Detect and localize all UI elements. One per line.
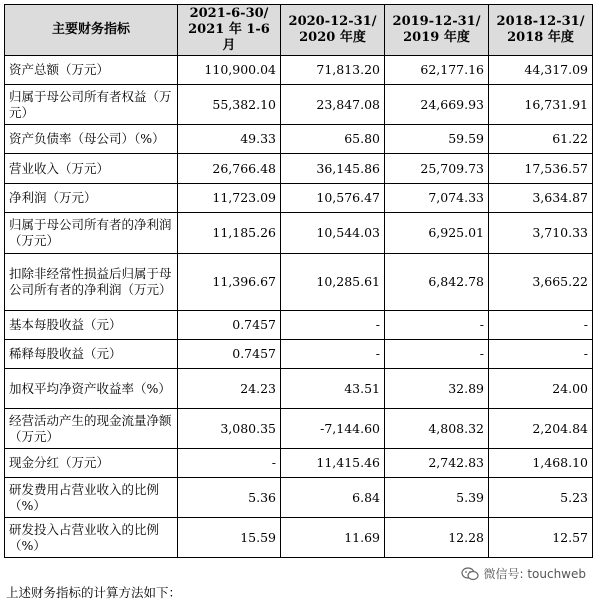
row-label: 基本每股收益（元）	[5, 311, 178, 340]
cell-value: 25,709.73	[385, 154, 489, 184]
cell-value: -	[178, 449, 281, 478]
cell-value: 11,185.26	[178, 213, 281, 254]
cell-value: 26,766.48	[178, 154, 281, 184]
header-line2: 2020 年度	[299, 30, 366, 45]
header-row	[5, 5, 593, 56]
cell-value: 6.84	[281, 478, 385, 518]
header-line1: 主要财务指标	[51, 22, 130, 37]
cell-value: 0.7457	[178, 340, 281, 369]
table-header	[5, 5, 593, 56]
header-line2: 2021 年 1-6 月	[188, 22, 270, 53]
financial-indicators-table	[4, 4, 593, 558]
cell-value: 11,723.09	[178, 184, 281, 213]
cell-value: 12.57	[489, 518, 593, 558]
row-label: 扣除非经常性损益后归属于母公司所有者的净利润（万元）	[5, 254, 178, 311]
header-period-1	[178, 5, 281, 56]
cell-value: 2,742.83	[385, 449, 489, 478]
row-label: 经营活动产生的现金流量净额（万元）	[5, 409, 178, 449]
cell-value: 43.51	[281, 369, 385, 409]
cell-value: 55,382.10	[178, 85, 281, 125]
cell-value: 59.59	[385, 125, 489, 154]
cell-value: 5.23	[489, 478, 593, 518]
cell-value: -7,144.60	[281, 409, 385, 449]
row-label: 研发费用占营业收入的比例（%）	[5, 478, 178, 518]
cell-value: 1,468.10	[489, 449, 593, 478]
table-row	[5, 254, 593, 311]
cell-value: -	[385, 311, 489, 340]
cell-value: 10,285.61	[281, 254, 385, 311]
table-row	[5, 340, 593, 369]
row-label: 资产总额（万元）	[5, 56, 178, 85]
cell-value: -	[385, 340, 489, 369]
cell-value: 65.80	[281, 125, 385, 154]
header-period-2	[281, 5, 385, 56]
cell-value: 10,544.03	[281, 213, 385, 254]
cell-value: -	[489, 311, 593, 340]
table-row	[5, 449, 593, 478]
cell-value: 3,080.35	[178, 409, 281, 449]
cell-value: 62,177.16	[385, 56, 489, 85]
cell-value: 0.7457	[178, 311, 281, 340]
cell-value: 24.23	[178, 369, 281, 409]
cell-value: 7,074.33	[385, 184, 489, 213]
caption-text: 上述财务指标的计算方法如下：	[6, 585, 182, 600]
cell-value: 61.22	[489, 125, 593, 154]
cell-value: 2,204.84	[489, 409, 593, 449]
table-row	[5, 311, 593, 340]
row-label: 资产负债率（母公司）（%）	[5, 125, 178, 154]
table-row	[5, 369, 593, 409]
cell-value: 3,710.33	[489, 213, 593, 254]
cell-value: 3,634.87	[489, 184, 593, 213]
cell-value: 15.59	[178, 518, 281, 558]
table-row	[5, 125, 593, 154]
header-line1: 2020-12-31/	[288, 14, 377, 29]
cell-value: 11.69	[281, 518, 385, 558]
cell-value: 11,396.67	[178, 254, 281, 311]
cell-value: 6,925.01	[385, 213, 489, 254]
cell-value: 49.33	[178, 125, 281, 154]
header-line2: 2019 年度	[403, 30, 470, 45]
row-label: 净利润（万元）	[5, 184, 178, 213]
cell-value: 11,415.46	[281, 449, 385, 478]
row-label: 现金分红（万元）	[5, 449, 178, 478]
cell-value: 32.89	[385, 369, 489, 409]
cell-value: 4,808.32	[385, 409, 489, 449]
cell-value: 24,669.93	[385, 85, 489, 125]
table-row	[5, 56, 593, 85]
cell-value: 16,731.91	[489, 85, 593, 125]
table-row	[5, 85, 593, 125]
row-label: 归属于母公司所有者的净利润（万元）	[5, 213, 178, 254]
table-row	[5, 154, 593, 184]
cell-value: 23,847.08	[281, 85, 385, 125]
header-line1: 2021-6-30/	[189, 6, 269, 21]
row-label: 归属于母公司所有者权益（万元）	[5, 85, 178, 125]
cell-value: 5.36	[178, 478, 281, 518]
cell-value: 24.00	[489, 369, 593, 409]
row-label: 稀释每股收益（元）	[5, 340, 178, 369]
cell-value: 12.28	[385, 518, 489, 558]
header-period-3	[385, 5, 489, 56]
cell-value: -	[489, 340, 593, 369]
cell-value: -	[281, 311, 385, 340]
wechat-icon	[461, 567, 479, 581]
row-label: 加权平均净资产收益率（%）	[5, 369, 178, 409]
cell-value: 36,145.86	[281, 154, 385, 184]
watermark	[461, 565, 586, 582]
cell-value: -	[281, 340, 385, 369]
cell-value: 6,842.78	[385, 254, 489, 311]
header-line1: 2018-12-31/	[496, 14, 585, 29]
header-period-4	[489, 5, 593, 56]
header-line1: 2019-12-31/	[392, 14, 481, 29]
watermark-text: 微信号: touchweb	[483, 567, 586, 581]
cell-value: 10,576.47	[281, 184, 385, 213]
table-row	[5, 184, 593, 213]
cell-value: 110,900.04	[178, 56, 281, 85]
cell-value: 5.39	[385, 478, 489, 518]
table-row	[5, 213, 593, 254]
row-label: 研发投入占营业收入的比例（%）	[5, 518, 178, 558]
row-label: 营业收入（万元）	[5, 154, 178, 184]
table-row	[5, 518, 593, 558]
table-row	[5, 478, 593, 518]
header-indicator	[5, 5, 178, 56]
table-row	[5, 409, 593, 449]
cell-value: 17,536.57	[489, 154, 593, 184]
header-line2: 2018 年度	[507, 30, 574, 45]
table-body	[5, 56, 593, 558]
cell-value: 3,665.22	[489, 254, 593, 311]
cell-value: 71,813.20	[281, 56, 385, 85]
cell-value: 44,317.09	[489, 56, 593, 85]
